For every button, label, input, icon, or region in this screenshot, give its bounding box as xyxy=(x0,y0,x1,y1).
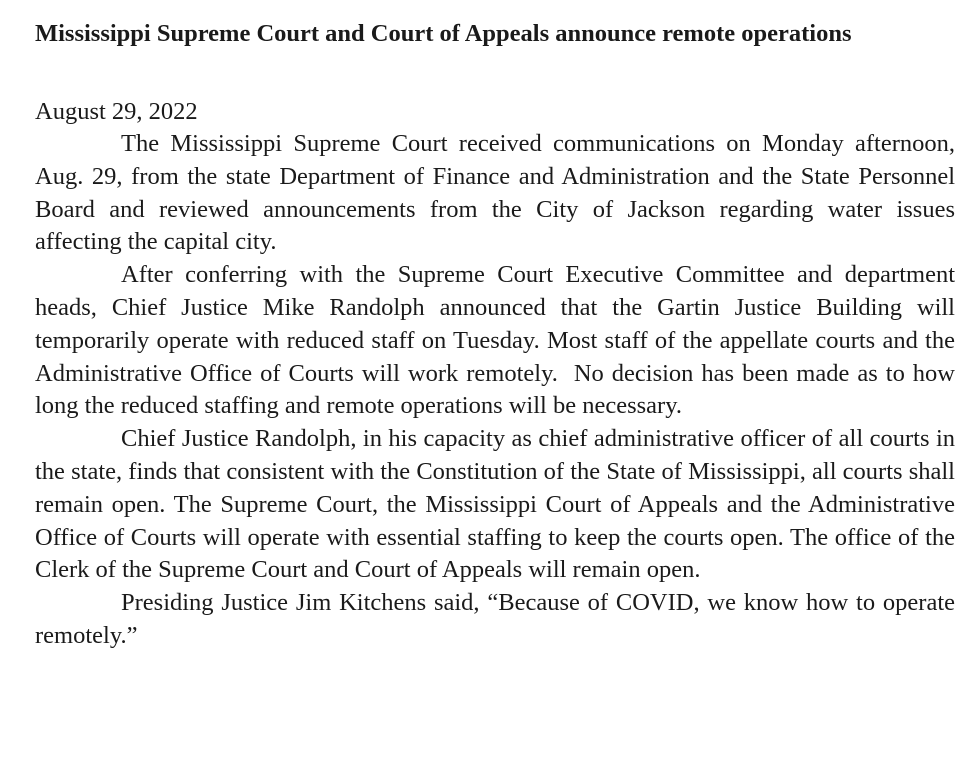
press-release xyxy=(35,17,962,653)
body-paragraph-2: After conferring with the Supreme Court Executive Committee and department heads, Chief Justice Mike Randolph announced that the Gartin Justice Building will temporarily operate with reduced staff on Tuesday. Most staff of the appellate courts and the Administrative Office of Courts will work remotely. No decision has been made as to how long the reduced staffing and remote operations will be necessary. xyxy=(35,261,962,420)
body-paragraph-1: The Mississippi Supreme Court received communications on Monday afternoon, Aug. 29, from the state Department of Finance and Administration and the State Personnel Board and reviewed announcements from the City of Jackson regarding water issues affecting the capital city. xyxy=(35,130,955,256)
press-release-title: Mississippi Supreme Court and Court of Appeals announce remote operations xyxy=(35,20,852,47)
body-paragraph-4: Presiding Justice Jim Kitchens said, “Because of COVID, we know how to operate remotely.” xyxy=(35,589,955,649)
release-date: August 29, 2022 xyxy=(35,98,198,125)
body-paragraph-3: Chief Justice Randolph, in his capacity as chief administrative officer of all courts in the state, finds that consistent with the Constitution of the State of Mississippi, all courts shall remain open. The Supreme Court, the Mississippi Court of Appeals and the Administrative Office of Courts will operate with essential staffing to keep the courts open. The office of the Clerk of the Supreme Court and Court of Appeals will remain open. xyxy=(35,425,955,584)
